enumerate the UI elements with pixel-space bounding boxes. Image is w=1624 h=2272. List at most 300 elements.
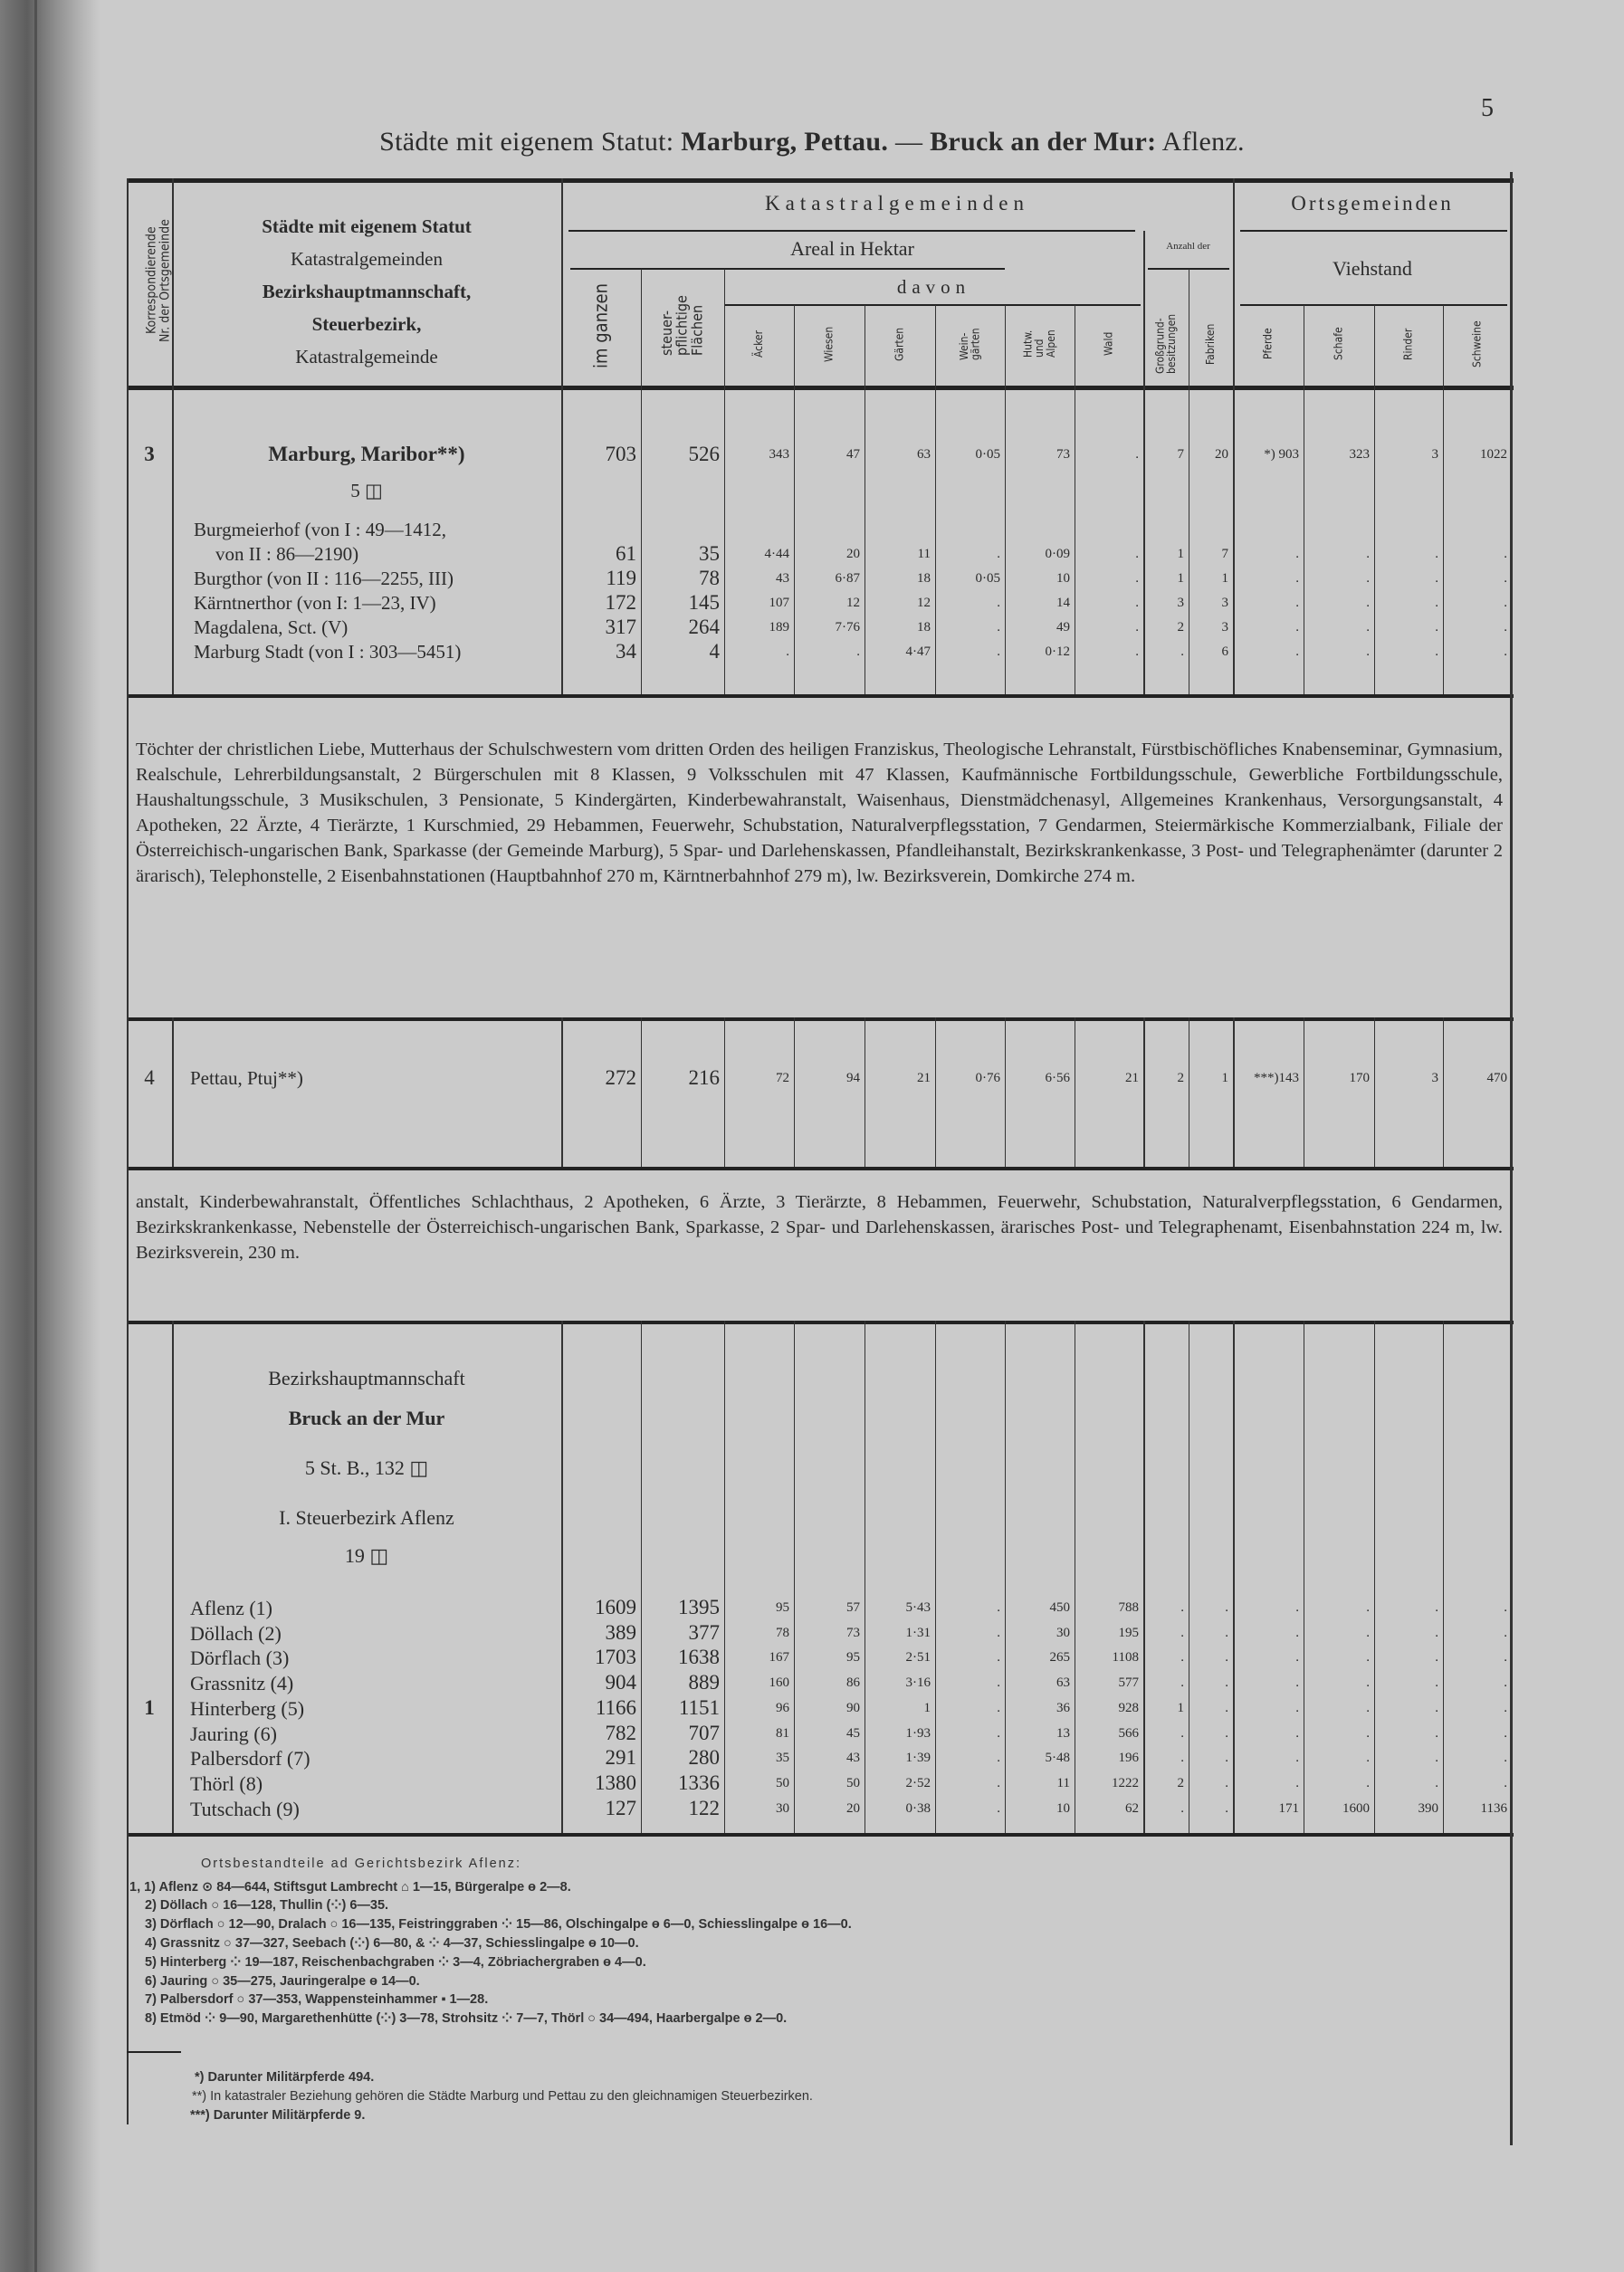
cadastral-row-value: 1·39 — [905, 1751, 931, 1766]
cadastral-row-value: . — [1366, 1700, 1370, 1715]
cadastral-row-value: 119 — [606, 567, 636, 589]
cadastral-row-value: 96 — [776, 1700, 789, 1715]
cadastral-row-value: 78 — [699, 567, 720, 589]
cadastral-row-value: 707 — [688, 1721, 720, 1744]
header-nr-label — [132, 186, 172, 383]
cadastral-row-value: 265 — [1049, 1650, 1070, 1666]
cadastral-row-value: . — [997, 1700, 1000, 1715]
table-border-left — [127, 178, 129, 2124]
pettau-value: 21 — [1125, 1071, 1139, 1085]
cadastral-row-value: . — [1295, 1625, 1299, 1640]
cadastral-row-value: 3 — [1177, 596, 1184, 610]
table-rule — [127, 386, 1514, 390]
cadastral-row-value: . — [1435, 1675, 1438, 1691]
cadastral-row-value: 43 — [776, 571, 789, 586]
column-header-6: Hutw. und Alpen — [1021, 329, 1057, 358]
cadastral-row-value: . — [1504, 1650, 1507, 1666]
bruck-heading-name: Bruck an der Mur — [288, 1407, 445, 1429]
cadastral-row-value: . — [1435, 1650, 1438, 1666]
column-rule — [1374, 1017, 1375, 1167]
cadastral-row-value: . — [997, 1675, 1000, 1691]
cadastral-row-value: 7·76 — [835, 620, 860, 635]
cadastral-row-value: 577 — [1118, 1675, 1139, 1691]
cadastral-row-value: . — [1366, 644, 1370, 659]
marburg-value: 703 — [605, 443, 636, 465]
cadastral-row-value: 57 — [846, 1600, 860, 1615]
page-number: 5 — [1481, 94, 1494, 122]
pettau-value: 2 — [1177, 1071, 1184, 1085]
marburg-value: 343 — [769, 447, 789, 462]
marburg-value: 73 — [1056, 447, 1070, 462]
cadastral-row-value: 43 — [846, 1751, 860, 1766]
cadastral-row-value: 189 — [769, 620, 789, 635]
cadastral-row-value: . — [1180, 1751, 1184, 1766]
cadastral-row-value: . — [1504, 620, 1507, 635]
marburg-value: 323 — [1349, 447, 1370, 462]
column-header-13: Schweine — [1470, 320, 1484, 368]
cadastral-row-value: . — [997, 547, 1000, 561]
cadastral-row-value: 13 — [1056, 1725, 1070, 1741]
title-district: Bruck an der Mur: — [930, 127, 1157, 157]
cadastral-row-value: 1609 — [595, 1596, 636, 1618]
cadastral-row-value: 1151 — [678, 1695, 720, 1719]
cadastral-row-value: . — [1435, 1600, 1438, 1615]
marburg-value: 1022 — [1480, 447, 1507, 462]
cadastral-row-value: . — [1135, 571, 1139, 586]
cadastral-row-value: . — [1225, 1600, 1228, 1615]
cadastral-row-value: . — [1504, 547, 1507, 561]
header-anzahl: Anzahl der — [1166, 241, 1210, 252]
column-rule — [1143, 1017, 1145, 1167]
cadastral-row-value: 0·09 — [1045, 547, 1070, 561]
cadastral-row-value: . — [1504, 1725, 1507, 1741]
cadastral-row-value: 45 — [846, 1725, 860, 1741]
cadastral-row-value: 1·93 — [905, 1725, 931, 1741]
cadastral-row-value: . — [1225, 1700, 1228, 1715]
cadastral-row-value: 35 — [699, 542, 720, 565]
cadastral-row-value: 61 — [616, 542, 636, 565]
ortsbestandteil-line: 1, 1) Aflenz ⊙ 84—644, Stiftsgut Lambrecht ⌂ 1—15, Bürgeralpe ɵ 2—8. — [129, 1880, 571, 1895]
column-rule — [935, 305, 936, 694]
cadastral-row-value: 50 — [776, 1775, 789, 1790]
title-dash: — — [894, 127, 923, 157]
cadastral-row-value: . — [1366, 1675, 1370, 1691]
cadastral-row-value: 2 — [1177, 620, 1184, 635]
cadastral-row-value: . — [1295, 1700, 1299, 1715]
header-ortsgemeinden: Ortsgemeinden — [1291, 192, 1454, 215]
cadastral-row-value: 1 — [1177, 571, 1184, 586]
cadastral-name: Thörl (8) — [190, 1771, 263, 1795]
footnote: *) Darunter Militärpferde 494. — [195, 2070, 375, 2085]
cadastral-row-value: 3·16 — [905, 1675, 931, 1691]
cadastral-row-value: 4·47 — [905, 644, 931, 659]
cadastral-row-value: 10 — [1056, 571, 1070, 586]
cadastral-row-value: 20 — [846, 547, 860, 561]
cadastral-row-value: . — [1295, 596, 1299, 610]
cadastral-row-value: . — [1435, 620, 1438, 635]
cadastral-row-value: 160 — [769, 1675, 789, 1691]
cadastral-row-value: 35 — [776, 1751, 789, 1766]
cadastral-row-value: . — [1435, 1725, 1438, 1741]
cadastral-row-value: 50 — [846, 1775, 860, 1790]
cadastral-row-value: . — [1295, 1650, 1299, 1666]
cadastral-row-value: . — [1295, 620, 1299, 635]
cadastral-row-value: 62 — [1125, 1800, 1139, 1816]
cadastral-row-value: . — [1504, 1625, 1507, 1640]
cadastral-row-value: . — [1295, 1725, 1299, 1741]
cadastral-row-value: 280 — [688, 1746, 720, 1770]
column-header-1: steuer- pflichtige Flächen — [657, 295, 706, 357]
cadastral-row-value: 63 — [1056, 1675, 1070, 1691]
cadastral-row-value: 3 — [1221, 620, 1228, 635]
cadastral-row-value: 36 — [1056, 1700, 1070, 1715]
cadastral-row-value: . — [1366, 571, 1370, 586]
ortsbestandteil-line: 2) Döllach ○ 16—128, Thullin (⁘) 6—35. — [145, 1898, 389, 1913]
cadastral-name: Kärntnerthor (von I: 1—23, IV) — [194, 592, 436, 614]
cadastral-name: Tutschach (9) — [190, 1797, 300, 1820]
cadastral-row-value: . — [1295, 1775, 1299, 1790]
row-nr: 3 — [144, 443, 155, 465]
cadastral-row-value: 2 — [1177, 1775, 1184, 1790]
cadastral-row-value: . — [1366, 1775, 1370, 1790]
bruck-heading-taxdistrict: I. Steuerbezirk Aflenz — [279, 1506, 454, 1529]
cadastral-name: Grassnitz (4) — [190, 1672, 294, 1695]
cadastral-row-value: 73 — [846, 1625, 860, 1640]
cadastral-row-value: 389 — [605, 1620, 636, 1644]
header-subrule — [568, 230, 1135, 232]
column-header-4: Gärten — [893, 327, 906, 361]
header-cities-label: Städte mit eigenem Statut — [262, 215, 472, 237]
cadastral-name: Jauring (6) — [190, 1722, 277, 1745]
nr-label-line1: Korrespondierende — [144, 226, 159, 335]
cadastral-name: Döllach (2) — [190, 1621, 282, 1645]
marburg-description: Töchter der christlichen Liebe, Mutterhaus der Schulschwestern vom dritten Orden des heiligen Franziskus, Theologische Lehranstalt, Fürstbischöfliches Knabenseminar, Gymnasium, Realschule, Lehrerbildungsanstalt, 2 Bürgerschulen mit 8 Klassen, 9 Volksschulen mit 47 Klassen, Kaufmännische Fortbildungsschule, Gewerbliche Fortbildungsschule, Haushaltungsschule, 3 Musikschulen, 3 Pensionate, 5 Kindergärten, Kinderbewahranstalt, Waisenhaus, Dienstmädchenasyl, Allgemeines Krankenhaus, Versorgungsanstalt, 4 Apotheken, 22 Ärzte, 4 Tierärzte, 1 Kurschmied, 29 Hebammen, Feuerwehr, Schubstation, Naturalverpflegsstation, 7 Gendarmen, Steiermärkische Kommerzialbank, Filiale der Österreichisch-ungarischen Bank, Sparkasse (der Gemeinde Marburg), 5 Spar- und Darlehenskassen, Pfandleihanstalt, Bezirkskrankenkasse, 3 Post- und Telegraphenämter (darunter 2 ärarisch), Telephonstelle, 2 Eisenbahnstationen (Hauptbahnhof 270 m, Kärntnerbahnhof 279 m), lw. Bezirksverein, Domkirche 274 m. — [136, 740, 1503, 886]
footnote: ***) Darunter Militärpferde 9. — [190, 2108, 366, 2123]
bruck-heading-count: 19 ◫ — [344, 1544, 389, 1567]
cadastral-row-value: . — [1295, 644, 1299, 659]
cadastral-row-value: . — [997, 1751, 1000, 1766]
row-nr: 1 — [144, 1696, 155, 1719]
header-areal: Areal in Hektar — [790, 237, 914, 260]
marburg-value: 63 — [917, 447, 931, 462]
cadastral-name: Burgthor (von II : 116—2255, III) — [194, 568, 454, 589]
cadastral-row-value: 390 — [1418, 1800, 1438, 1816]
cadastral-row-value: . — [1225, 1800, 1228, 1816]
marburg-value: 47 — [846, 447, 860, 462]
cadastral-row-value: . — [1366, 1625, 1370, 1640]
cadastral-row-value: 30 — [1056, 1625, 1070, 1640]
ortsbestandteil-line: 6) Jauring ○ 35—275, Jauringeralpe ɵ 14—0. — [145, 1974, 420, 1989]
cadastral-row-value: 20 — [846, 1800, 860, 1816]
cadastral-row-value: 1380 — [595, 1771, 636, 1794]
title-prefix: Städte mit eigenem Statut: — [379, 127, 674, 157]
cadastral-row-value: 1 — [1177, 1700, 1184, 1715]
cadastral-row-value: 14 — [1056, 596, 1070, 610]
cadastral-row-value: 0·38 — [905, 1800, 931, 1816]
cadastral-row-value: 34 — [616, 640, 636, 663]
cadastral-row-value: 107 — [769, 596, 789, 610]
cadastral-row-value: . — [1295, 1751, 1299, 1766]
cadastral-row-value: 3 — [1221, 596, 1228, 610]
cadastral-row-value: . — [997, 1650, 1000, 1666]
cadastral-row-value: 889 — [688, 1671, 720, 1694]
pettau-value: 216 — [688, 1066, 720, 1089]
cadastral-row-value: . — [1135, 644, 1139, 659]
header-davon: davon — [896, 276, 971, 298]
cadastral-row-value: 10 — [1056, 1800, 1070, 1816]
cadastral-row-value: 904 — [605, 1671, 636, 1694]
cadastral-row-value: 172 — [605, 591, 636, 614]
column-header-8: Großgrund- besitzungen — [1153, 313, 1178, 375]
cadastral-row-value: . — [856, 644, 860, 659]
column-header-3: Wiesen — [822, 326, 836, 362]
cadastral-name: Hinterberg (5) — [190, 1696, 305, 1720]
cadastral-row-value: . — [1504, 1700, 1507, 1715]
header-subrule — [570, 268, 1005, 270]
cadastral-row-value: 317 — [605, 616, 636, 638]
column-rule — [1233, 178, 1235, 694]
scan-binding-line — [34, 0, 37, 2272]
cadastral-row-value: 86 — [846, 1675, 860, 1691]
cadastral-row-value: 1136 — [1480, 1800, 1507, 1816]
column-rule — [794, 305, 795, 694]
cadastral-row-value: 1600 — [1342, 1800, 1370, 1816]
cadastral-name: Burgmeierhof (von I : 49—1412, — [194, 519, 446, 540]
cadastral-row-value: . — [1435, 1625, 1438, 1640]
marburg-value: 20 — [1215, 447, 1228, 462]
cadastral-row-value: . — [1504, 1775, 1507, 1790]
column-rule — [1443, 305, 1444, 694]
cadastral-row-value: . — [997, 1725, 1000, 1741]
cadastral-row-value: 11 — [917, 547, 931, 561]
cadastral-row-value: . — [1135, 620, 1139, 635]
footnote-rule — [127, 2051, 181, 2053]
cadastral-row-value: 264 — [688, 616, 720, 638]
cadastral-row-value: 7 — [1221, 547, 1228, 561]
cadastral-row-value: 167 — [769, 1650, 789, 1666]
column-rule — [935, 1017, 936, 1167]
cadastral-row-value: 1395 — [678, 1596, 720, 1618]
cadastral-row-value: 18 — [917, 620, 931, 635]
cadastral-name: Dörflach (3) — [190, 1647, 290, 1670]
cadastral-row-value: 6 — [1221, 644, 1228, 659]
table-rule — [127, 178, 1514, 183]
cadastral-row-value: . — [997, 1600, 1000, 1615]
cadastral-row-value: 90 — [846, 1700, 860, 1715]
column-header-12: Rinder — [1401, 328, 1415, 360]
ortsbestandteil-line: 8) Etmöd ⁘ 9—90, Margarethenhütte (⁘) 3—78, Strohsitz ⁘ 7—7, Thörl ○ 34—494, Haarbergalpe ɵ 2—0. — [145, 2011, 788, 2026]
column-header-11: Schafe — [1332, 327, 1345, 361]
cadastral-row-value: 81 — [776, 1725, 789, 1741]
cadastral-row-value: . — [1504, 596, 1507, 610]
cadastral-row-value: 4·44 — [764, 547, 789, 561]
column-header-10: Pferde — [1261, 328, 1275, 360]
city-name: Marburg, Maribor**) — [268, 443, 465, 465]
cadastral-row-value: 18 — [917, 571, 931, 586]
bruck-heading-office: Bezirkshauptmannschaft — [268, 1367, 465, 1389]
cadastral-row-value: 1166 — [595, 1695, 636, 1719]
ortsbestandteile-heading: Ortsbestandteile ad Gerichtsbezirk Aflenz: — [201, 1857, 521, 1871]
cadastral-row-value: 1 — [1177, 547, 1184, 561]
cadastral-row-value: . — [786, 644, 789, 659]
cadastral-row-value: . — [997, 1775, 1000, 1790]
cadastral-row-value: 11 — [1056, 1775, 1070, 1790]
cadastral-name: Magdalena, Sct. (V) — [194, 616, 349, 638]
cadastral-row-value: 1 — [923, 1700, 931, 1715]
header-name-column — [172, 210, 561, 373]
footnote: **) In katastraler Beziehung gehören die Städte Marburg und Pettau zu den gleichnamigen Steuerbezirken. — [192, 2089, 813, 2104]
column-header-9: Fabriken — [1204, 323, 1218, 365]
column-rule — [1005, 305, 1006, 694]
cadastral-row-value: . — [1225, 1751, 1228, 1766]
cadastral-row-value: . — [1366, 620, 1370, 635]
header-district-label: Bezirkshauptmannschaft, — [262, 281, 472, 302]
cadastral-row-value: 1 — [1221, 571, 1228, 586]
cadastral-row-value: . — [1366, 1600, 1370, 1615]
cadastral-row-value: . — [1225, 1675, 1228, 1691]
cadastral-row-value: . — [1225, 1775, 1228, 1790]
cadastral-row-value: . — [1366, 547, 1370, 561]
pettau-value: 6·56 — [1045, 1071, 1070, 1085]
cadastral-row-value: 0·05 — [975, 571, 1000, 586]
bruck-heading — [172, 1367, 561, 1568]
header-taxdistrict-label: Steuerbezirk, — [311, 313, 422, 335]
nr-label-line2: Nr. der Ortsgemeinde — [158, 219, 173, 342]
cadastral-row-value: 566 — [1118, 1725, 1139, 1741]
pettau-value: 272 — [605, 1066, 636, 1089]
cadastral-row-value: . — [1295, 1675, 1299, 1691]
cadastral-row-value: . — [1180, 1625, 1184, 1640]
cadastral-row-value: . — [1180, 1675, 1184, 1691]
cadastral-row-value: 1·31 — [905, 1625, 931, 1640]
cadastral-row-value: . — [1180, 1800, 1184, 1816]
column-rule — [172, 1017, 174, 1167]
column-header-0: im ganzen — [589, 282, 612, 369]
column-header-2: Äcker — [752, 330, 766, 358]
cadastral-row-value: 291 — [605, 1746, 636, 1770]
page-title — [0, 127, 1624, 158]
cadastral-name: Marburg Stadt (von I : 303—5451) — [194, 641, 462, 663]
cadastral-row-value: 928 — [1118, 1700, 1139, 1715]
cadastral-row-value: 195 — [1118, 1625, 1139, 1640]
cadastral-row-value: 78 — [776, 1625, 789, 1640]
table-rule — [127, 1017, 1514, 1021]
cadastral-row-value: 2·51 — [905, 1650, 931, 1666]
city-subtitle: 5 ◫ — [350, 480, 383, 501]
marburg-value: 0·05 — [975, 447, 1000, 462]
cadastral-row-value: . — [1225, 1625, 1228, 1640]
cadastral-row-value: 450 — [1049, 1600, 1070, 1615]
pettau-value: 1 — [1221, 1071, 1228, 1085]
pettau-value: 3 — [1431, 1071, 1438, 1085]
pettau-value: 21 — [917, 1071, 931, 1085]
city-name: Pettau, Ptuj**) — [190, 1067, 303, 1089]
column-rule — [794, 1017, 795, 1167]
table-border-right — [1510, 172, 1513, 2145]
ortsbestandteil-line: 7) Palbersdorf ○ 37—353, Wappensteinhammer ▪ 1—28. — [145, 1992, 489, 2007]
header-subrule — [1240, 230, 1507, 232]
table-rule — [127, 1833, 1514, 1837]
cadastral-row-value: . — [997, 1800, 1000, 1816]
cadastral-row-value: 30 — [776, 1800, 789, 1816]
cadastral-row-value: 1703 — [595, 1646, 636, 1669]
marburg-value: 3 — [1431, 447, 1438, 462]
cadastral-row-value: . — [1504, 571, 1507, 586]
pettau-value: 94 — [846, 1071, 860, 1085]
cadastral-row-value: . — [1504, 1675, 1507, 1691]
cadastral-row-value: . — [1366, 1650, 1370, 1666]
cadastral-row-value: . — [1135, 596, 1139, 610]
cadastral-row-value: . — [1504, 644, 1507, 659]
table-rule — [127, 1321, 1514, 1324]
cadastral-row-value: . — [997, 1625, 1000, 1640]
cadastral-row-value: . — [1366, 1751, 1370, 1766]
cadastral-row-value: 1638 — [678, 1646, 720, 1669]
cadastral-row-value: 2·52 — [905, 1775, 931, 1790]
cadastral-row-value: 127 — [605, 1796, 636, 1819]
cadastral-row-value: . — [1366, 1725, 1370, 1741]
cadastral-row-value: 377 — [688, 1620, 720, 1644]
header-katastralgemeinden: Katastralgemeinden — [765, 192, 1029, 215]
marburg-value: 526 — [688, 443, 720, 465]
cadastral-row-value: 145 — [688, 591, 720, 614]
pettau-value: 0·76 — [975, 1071, 1000, 1085]
cadastral-row-value: 12 — [846, 596, 860, 610]
cadastral-row-value: . — [1180, 1600, 1184, 1615]
cadastral-row-value: . — [1295, 571, 1299, 586]
cadastral-row-value: 782 — [605, 1721, 636, 1744]
cadastral-row-value: . — [1180, 1725, 1184, 1741]
cadastral-row-value: . — [1504, 1600, 1507, 1615]
cadastral-row-value: . — [1295, 1600, 1299, 1615]
cadastral-row-value: 196 — [1118, 1751, 1139, 1766]
cadastral-row-value: . — [997, 596, 1000, 610]
marburg-value: *) 903 — [1264, 447, 1299, 462]
header-viehstand: Viehstand — [1333, 257, 1412, 280]
pettau-description: anstalt, Kinderbewahranstalt, Öffentliches Schlachthaus, 2 Apotheken, 6 Ärzte, 3 Tierärzte, 8 Hebammen, Feuerwehr, Schubstation, Naturalverpflegsstation, 6 Gendarmen, Bezirkskrankenkasse, Nebenstelle der Österreichisch-ungarischen Bank, Sparkasse, 2 Spar- und Darlehenskassen, ärarisches Post- und Telegraphenamt, Eisenbahnstation 224 m, lw. Bezirksverein, 230 m. — [136, 1192, 1503, 1263]
cadastral-row-value: . — [1435, 1700, 1438, 1715]
cadastral-row-value: . — [1504, 1751, 1507, 1766]
cadastral-row-value: . — [1135, 547, 1139, 561]
pettau-value: 72 — [776, 1071, 789, 1085]
cadastral-row-value: . — [1435, 571, 1438, 586]
title-tax-district: Aflenz. — [1161, 127, 1245, 157]
cadastral-row-value: . — [1225, 1650, 1228, 1666]
pettau-value: ***)143 — [1254, 1071, 1299, 1085]
cadastral-row-value: 5·48 — [1045, 1751, 1070, 1766]
cadastral-row-value: . — [1435, 644, 1438, 659]
cadastral-row-value: 12 — [917, 596, 931, 610]
pettau-value: 470 — [1486, 1071, 1507, 1085]
cadastral-row-value: . — [1435, 547, 1438, 561]
row-nr: 4 — [144, 1066, 155, 1089]
column-header-7: Wald — [1102, 331, 1115, 357]
column-rule — [1005, 1017, 1006, 1167]
cadastral-row-value: . — [997, 620, 1000, 635]
cadastral-row-value: . — [997, 644, 1000, 659]
column-header-5: Wein- gärten — [957, 328, 982, 360]
header-subrule — [724, 304, 1141, 306]
header-cadastral-label: Katastralgemeinden — [291, 248, 443, 270]
scan-binding-shadow — [0, 0, 100, 2272]
cadastral-row-value: . — [1180, 644, 1184, 659]
cadastral-name: von II : 86—2190) — [215, 543, 359, 565]
ortsbestandteil-line: 5) Hinterberg ⁘ 19—187, Reischenbachgraben ⁘ 3—4, Zöbriachergraben ɵ 4—0. — [145, 1955, 646, 1970]
marburg-value: . — [1135, 447, 1139, 462]
cadastral-row-value: . — [1435, 1775, 1438, 1790]
cadastral-row-value: 1336 — [678, 1771, 720, 1794]
cadastral-row-value: 171 — [1278, 1800, 1299, 1816]
